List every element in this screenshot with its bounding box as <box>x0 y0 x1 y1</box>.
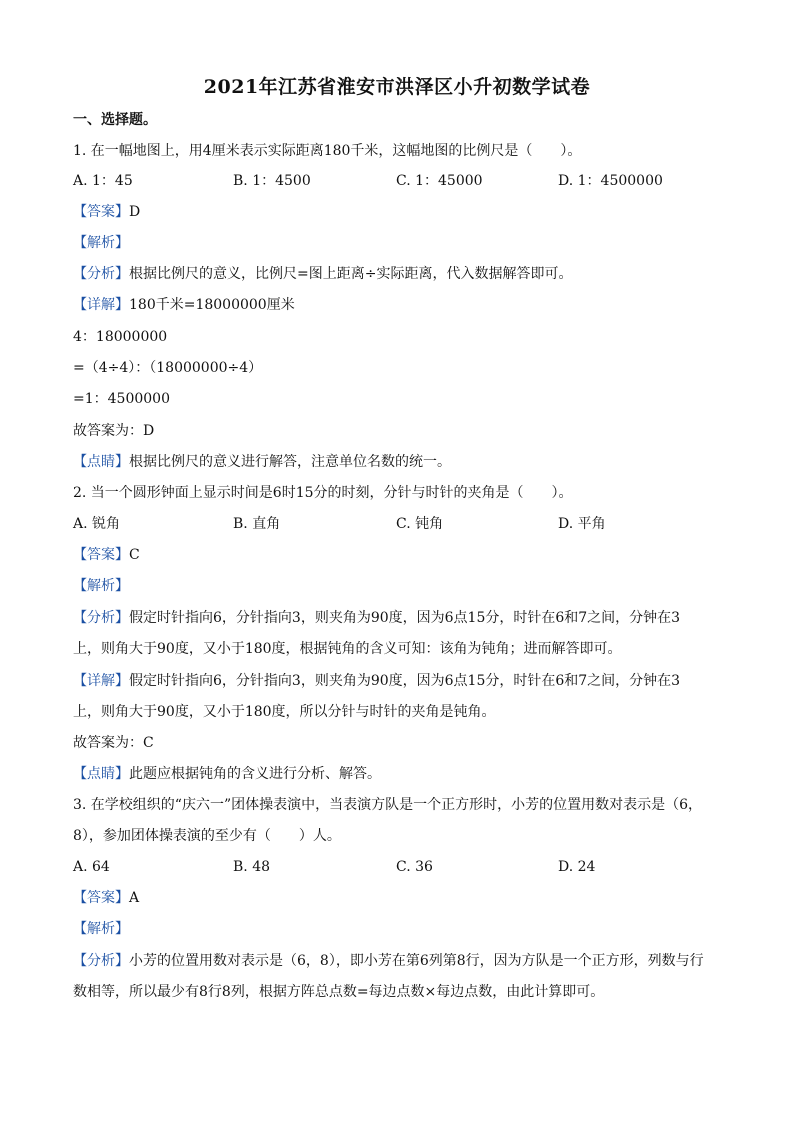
fenxi-text: 根据比例尺的意义，比例尺=图上距离÷实际距离，代入数据解答即可。 <box>129 266 573 282</box>
dianjing-tag: 【点睛】 <box>73 766 129 782</box>
q1-analysis-tag: 【解析】 <box>73 235 129 251</box>
answer-tag: 【答案】 <box>73 547 129 563</box>
q2-analysis-tag: 【解析】 <box>73 578 129 594</box>
section-heading: 一、选择题。 <box>73 112 157 128</box>
q3-analysis-tag: 【解析】 <box>73 921 129 937</box>
q3-option-a: A. 64 <box>73 859 110 875</box>
answer-value: D <box>129 204 141 220</box>
q2-xiangjie-line1 <box>73 671 680 691</box>
q2-option-b: B. 直角 <box>233 516 281 532</box>
fenxi-text: 假定时针指向6，分针指向3，则夹角为90度，因为6点15分，时针在6和7之间，分钟在3 <box>129 610 681 626</box>
page-title: 2021年江苏省淮安市洪泽区小升初数学试卷 <box>203 76 591 98</box>
answer-value: C <box>129 547 140 563</box>
q3-answer <box>73 888 139 908</box>
q3-fenxi-line2: 数相等，所以最少有8行8列，根据方阵总点数=每边点数×每边点数，由此计算即可。 <box>73 984 605 1000</box>
answer-value: A <box>129 890 140 906</box>
fenxi-tag: 【分析】 <box>73 610 129 626</box>
q2-xiangjie-line2: 上，则角大于90度，又小于180度，所以分针与时针的夹角是钝角。 <box>73 704 496 720</box>
q2-option-a: A. 锐角 <box>73 516 121 532</box>
dianjing-text: 根据比例尺的意义进行解答，注意单位名数的统一。 <box>129 454 451 470</box>
q1-final: 故答案为：D <box>73 423 155 439</box>
q3-option-d: D. 24 <box>558 859 596 875</box>
fenxi-tag: 【分析】 <box>73 266 129 282</box>
q3-stem-line2: 8），参加团体操表演的至少有（ ）人。 <box>73 828 341 844</box>
xiangjie-tag: 【详解】 <box>73 673 129 689</box>
q1-stem: 1. 在一幅地图上，用4厘米表示实际距离180千米，这幅地图的比例尺是（ ）。 <box>73 143 582 159</box>
dianjing-tag: 【点睛】 <box>73 454 129 470</box>
q1-option-b: B. 1：4500 <box>233 173 311 189</box>
xiangjie-tag: 【详解】 <box>73 297 129 313</box>
q1-step3: =1：4500000 <box>73 391 170 407</box>
q1-xiangjie <box>73 295 295 315</box>
xiangjie-text: 假定时针指向6，分针指向3，则夹角为90度，因为6点15分，时针在6和7之间，分钟在3 <box>129 673 681 689</box>
q1-option-a: A. 1：45 <box>73 173 133 189</box>
q1-step2: =（4÷4）：（18000000÷4） <box>73 360 263 376</box>
q2-fenxi-line2: 上，则角大于90度，又小于180度，根据钝角的含义可知：该角为钝角；进而解答即可。 <box>73 641 622 657</box>
q2-final: 故答案为：C <box>73 735 154 751</box>
q2-fenxi-line1 <box>73 608 680 628</box>
answer-tag: 【答案】 <box>73 890 129 906</box>
q3-option-c: C. 36 <box>396 859 433 875</box>
q1-option-c: C. 1：45000 <box>396 173 483 189</box>
dianjing-text: 此题应根据钝角的含义进行分析、解答。 <box>129 766 381 782</box>
q2-option-d: D. 平角 <box>558 516 606 532</box>
fenxi-text: 小芳的位置用数对表示是（6，8），即小芳在第6列第8行，因为方队是一个正方形，列数与行 <box>129 953 704 969</box>
q1-dianjing <box>73 452 451 472</box>
q1-fenxi <box>73 264 572 284</box>
fenxi-tag: 【分析】 <box>73 953 129 969</box>
xiangjie-text: 180千米=18000000厘米 <box>129 297 295 313</box>
q2-dianjing <box>73 764 381 784</box>
q2-stem: 2. 当一个圆形钟面上显示时间是6时15分的时刻，分针与时针的夹角是（ ）。 <box>73 485 573 501</box>
q3-fenxi-line1 <box>73 951 704 971</box>
q3-option-b: B. 48 <box>233 859 271 875</box>
q1-answer <box>73 202 140 222</box>
q2-option-c: C. 钝角 <box>396 516 444 532</box>
answer-tag: 【答案】 <box>73 204 129 220</box>
q2-answer <box>73 545 140 565</box>
q3-stem-line1: 3. 在学校组织的“庆六一”团体操表演中，当表演方队是一个正方形时，小芳的位置用数对表示是（6， <box>73 797 703 813</box>
q1-option-d: D. 1：4500000 <box>558 173 663 189</box>
q1-step1: 4：18000000 <box>73 329 168 345</box>
